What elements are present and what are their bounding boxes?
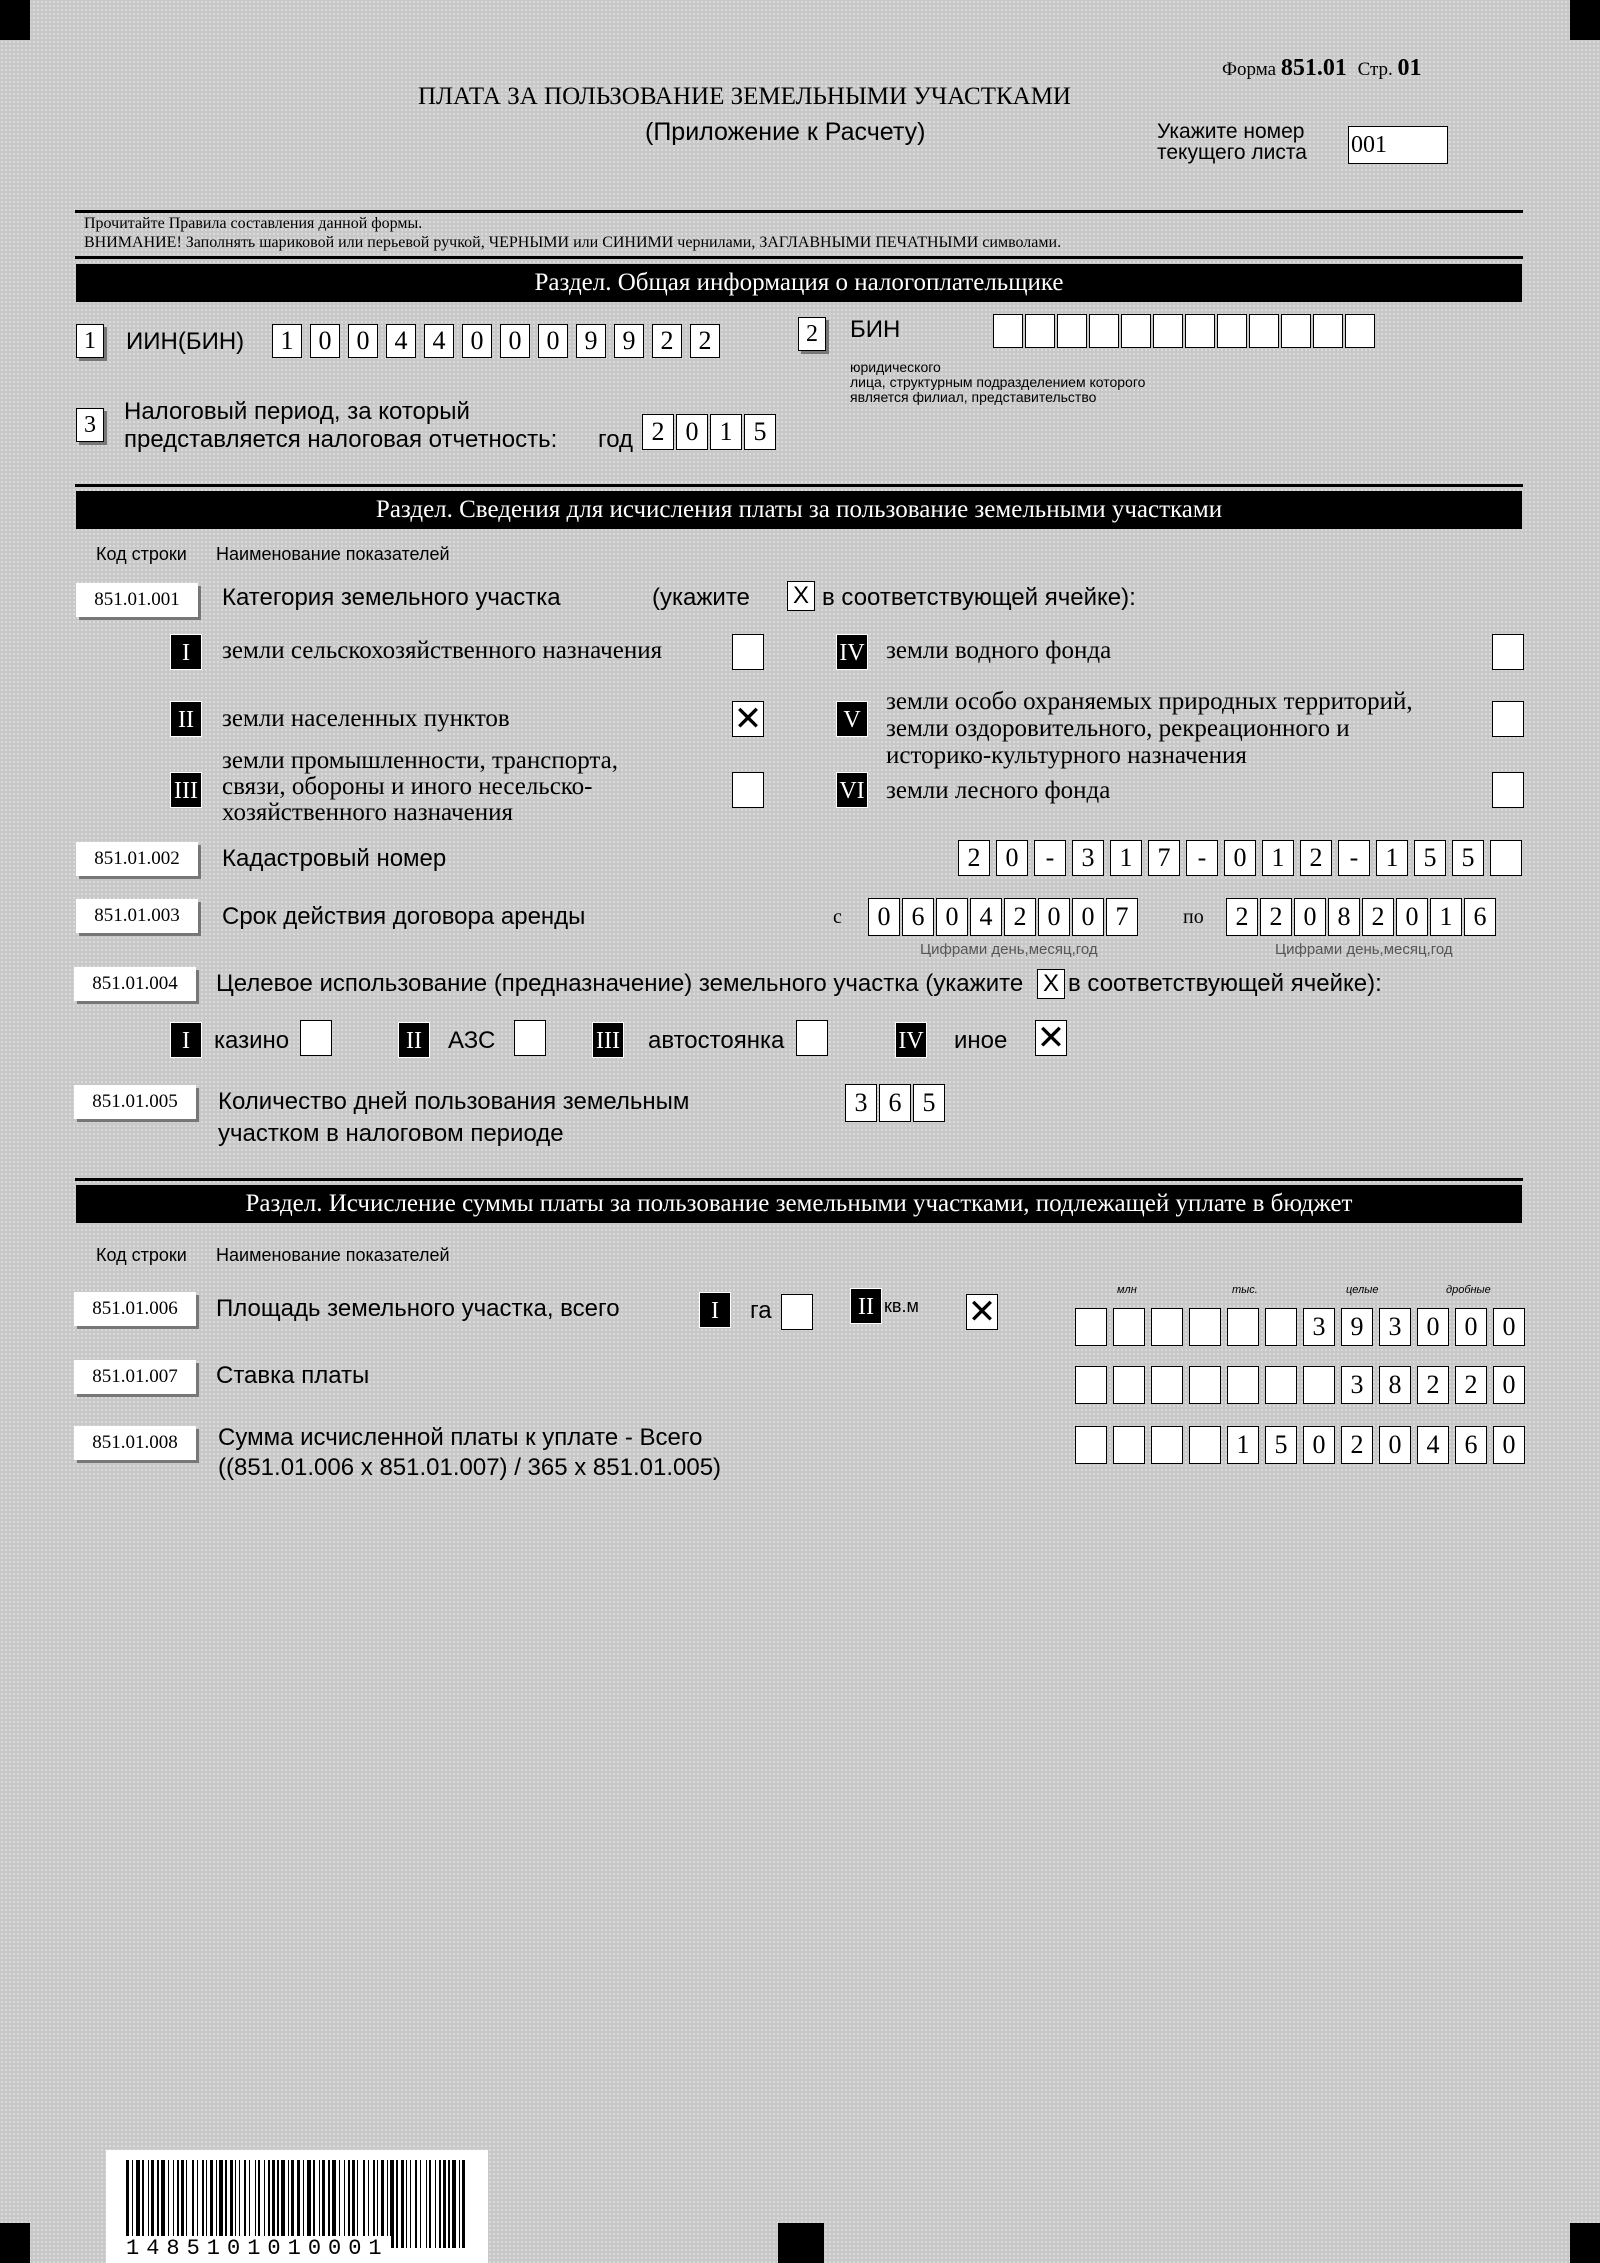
use-badge-i: I — [170, 1022, 202, 1058]
category-label-v: земли особо охраняемых природных территорий, земли оздоровительного, рекреационного и историко-культурного назначения — [886, 688, 1413, 769]
amount-digit[interactable] — [1189, 1308, 1221, 1346]
bin-digit[interactable] — [1025, 314, 1055, 348]
use-label-parking: автостоянка — [648, 1027, 785, 1054]
date-digit[interactable]: 2 — [1362, 898, 1394, 936]
amount-digit[interactable]: 0 — [1379, 1426, 1411, 1464]
cadastral-cell[interactable]: 3 — [1072, 840, 1104, 876]
date-digit[interactable]: 7 — [1106, 898, 1138, 936]
year-digit[interactable]: 1 — [710, 414, 742, 450]
row-code-007: 851.01.007 — [74, 1360, 196, 1394]
category-label-vi: земли лесного фонда — [886, 777, 1111, 804]
lease-start-hint: Цифрами день,месяц,год — [920, 941, 1098, 958]
row-code-006: 851.01.006 — [74, 1292, 196, 1326]
category-badge-ii: II — [170, 701, 202, 737]
scale-label-ths: тыс. — [1232, 1284, 1258, 1296]
row-code-004: 851.01.004 — [74, 967, 196, 1001]
amount-digit[interactable]: 2 — [1455, 1366, 1487, 1404]
lease-end-date[interactable] — [1226, 898, 1498, 936]
land-area-digits[interactable] — [1075, 1308, 1531, 1346]
bin-digit[interactable] — [1249, 314, 1279, 348]
category-badge-iv: IV — [836, 634, 868, 670]
amount-digit[interactable] — [1189, 1366, 1221, 1404]
page-subtitle: (Приложение к Расчету) — [645, 118, 926, 146]
field-number-2: 2 — [798, 317, 826, 351]
amount-digit[interactable]: 2 — [1341, 1426, 1373, 1464]
target-use-label: Целевое использование (предназначение) земельного участка (укажите — [216, 970, 1024, 997]
cadastral-cell[interactable]: 2 — [958, 840, 990, 876]
amount-digit[interactable] — [1189, 1426, 1221, 1464]
amount-digit[interactable] — [1227, 1308, 1259, 1346]
date-digit[interactable]: 0 — [1396, 898, 1428, 936]
unit-badge-i: I — [699, 1292, 731, 1328]
category-label-i: земли сельскохозяйственного назначения — [222, 637, 663, 664]
scale-label-fraction: дробные — [1446, 1284, 1491, 1296]
days-of-use-digits[interactable] — [845, 1084, 947, 1122]
year-label: год — [598, 426, 634, 453]
form-number: Форма 851.01 Стр. 01 — [1222, 55, 1422, 81]
amount-digit[interactable]: 9 — [1341, 1308, 1373, 1346]
date-digit[interactable]: 0 — [1072, 898, 1104, 936]
amount-digit[interactable]: 0 — [1493, 1426, 1525, 1464]
amount-digit[interactable]: 1 — [1227, 1426, 1259, 1464]
target-use-hint-post: в соответствующей ячейке): — [1068, 970, 1382, 997]
bin-digit[interactable] — [993, 314, 1023, 348]
amount-digit[interactable] — [1113, 1426, 1145, 1464]
amount-digit[interactable]: 3 — [1379, 1308, 1411, 1346]
year-digit[interactable]: 2 — [642, 414, 674, 450]
use-checkbox-casino[interactable] — [300, 1020, 332, 1056]
row-code-008: 851.01.008 — [74, 1426, 196, 1460]
date-digit[interactable]: 6 — [1464, 898, 1496, 936]
days-of-use-label: Количество дней пользования земельным участком в налоговом периоде — [218, 1088, 690, 1147]
cadastral-cell[interactable]: 7 — [1148, 840, 1180, 876]
column-code-header: Код строки — [96, 544, 187, 564]
use-checkbox-parking[interactable] — [796, 1020, 828, 1056]
date-digit[interactable]: 2 — [1004, 898, 1036, 936]
land-category-hint-pre: (укажите — [652, 584, 750, 611]
amount-digit[interactable]: 8 — [1379, 1366, 1411, 1404]
amount-digit[interactable]: 0 — [1493, 1308, 1525, 1346]
column-name-header: Наименование показателей — [216, 1245, 450, 1265]
cadastral-cell[interactable]: - — [1034, 840, 1066, 876]
amount-digit[interactable]: 0 — [1417, 1308, 1449, 1346]
corner-mark-bottom-right — [1570, 2223, 1600, 2263]
iin-digit[interactable]: 9 — [576, 324, 606, 358]
unit-label-hectare: га — [750, 1297, 772, 1324]
category-badge-iii: III — [170, 772, 202, 808]
corner-mark-bottom-mid — [778, 2223, 824, 2263]
lease-from-label: с — [833, 906, 842, 928]
unit-badge-ii: II — [850, 1288, 882, 1324]
land-area-label: Площадь земельного участка, всего — [216, 1295, 620, 1322]
lease-end-hint: Цифрами день,месяц,год — [1275, 941, 1453, 958]
rate-label: Ставка платы — [216, 1362, 370, 1389]
category-label-iv: земли водного фонда — [886, 637, 1112, 664]
date-digit[interactable]: 2 — [1226, 898, 1258, 936]
cadastral-cell[interactable]: 2 — [1300, 840, 1332, 876]
iin-digit[interactable]: 0 — [310, 324, 340, 358]
field-number-1: 1 — [76, 324, 104, 358]
land-category-hint-post: в соответствующей ячейке): — [822, 584, 1136, 611]
tax-period-label: Налоговый период, за который представляется налоговая отчетность: — [124, 398, 558, 453]
date-digit[interactable]: 0 — [868, 898, 900, 936]
days-digit[interactable]: 5 — [913, 1084, 945, 1122]
amount-digit[interactable]: 0 — [1493, 1366, 1525, 1404]
date-digit[interactable]: 0 — [936, 898, 968, 936]
use-label-other: иное — [954, 1027, 1008, 1054]
iin-digit[interactable]: 0 — [538, 324, 568, 358]
category-checkbox-vi[interactable] — [1492, 772, 1524, 808]
barcode-number: 1485101010001 — [126, 2236, 389, 2261]
amount-digit[interactable] — [1075, 1426, 1107, 1464]
amount-digit[interactable]: 0 — [1455, 1308, 1487, 1346]
unit-checkbox-sqm[interactable]: ✕ — [967, 1293, 997, 1331]
iin-digit[interactable]: 1 — [272, 324, 302, 358]
cadastral-cell[interactable]: - — [1186, 840, 1218, 876]
cadastral-cell[interactable]: 5 — [1414, 840, 1446, 876]
cadastral-digits[interactable] — [958, 840, 1528, 876]
date-digit[interactable]: 4 — [970, 898, 1002, 936]
cadastral-cell[interactable]: 1 — [1110, 840, 1142, 876]
divider — [75, 484, 1523, 487]
amount-digit[interactable]: 2 — [1417, 1366, 1449, 1404]
category-checkbox-iv[interactable] — [1492, 634, 1524, 670]
use-label-casino: казино — [214, 1027, 290, 1054]
cadastral-cell[interactable]: 5 — [1452, 840, 1484, 876]
days-digit[interactable]: 3 — [845, 1084, 877, 1122]
iin-digit[interactable]: 0 — [348, 324, 378, 358]
corner-mark-top-right — [1570, 0, 1600, 40]
amount-digit[interactable] — [1151, 1366, 1183, 1404]
sheet-number-label: Укажите номер текущего листа — [1157, 120, 1307, 164]
iin-digit[interactable]: 9 — [614, 324, 644, 358]
hint-x-mark: X — [787, 581, 815, 611]
section-header-general: Раздел. Общая информация о налогоплательщике — [76, 264, 1522, 302]
use-badge-iii: III — [592, 1022, 624, 1058]
amount-digit[interactable] — [1113, 1308, 1145, 1346]
cadastral-cell[interactable]: 1 — [1376, 840, 1408, 876]
cadastral-cell[interactable]: 0 — [996, 840, 1028, 876]
column-code-header: Код строки — [96, 1245, 187, 1265]
page-title: ПЛАТА ЗА ПОЛЬЗОВАНИЕ ЗЕМЕЛЬНЫМИ УЧАСТКАМИ — [418, 83, 1071, 110]
category-badge-vi: VI — [836, 772, 868, 808]
divider — [75, 210, 1523, 213]
cadastral-cell[interactable]: 1 — [1262, 840, 1294, 876]
amount-digit[interactable]: 3 — [1303, 1308, 1335, 1346]
sheet-number-field[interactable]: 001 — [1348, 126, 1448, 164]
row-code-002: 851.01.002 — [76, 842, 198, 876]
use-checkbox-gas-station[interactable] — [514, 1020, 546, 1056]
amount-digit[interactable] — [1113, 1366, 1145, 1404]
cadastral-label: Кадастровый номер — [222, 845, 447, 872]
category-label-iii: земли промышленности, транспорта, связи, обороны и иного несельско- хозяйственного назначения — [222, 747, 618, 826]
category-label-ii: земли населенных пунктов — [222, 705, 510, 732]
iin-digit[interactable]: 2 — [690, 324, 720, 358]
category-badge-v: V — [836, 701, 868, 737]
amount-digit[interactable] — [1265, 1366, 1297, 1404]
date-digit[interactable]: 1 — [1430, 898, 1462, 936]
cadastral-cell[interactable]: 0 — [1224, 840, 1256, 876]
iin-label: ИИН(БИН) — [126, 328, 245, 355]
iin-digit[interactable]: 4 — [386, 324, 416, 358]
cadastral-cell[interactable]: - — [1338, 840, 1370, 876]
year-digit[interactable]: 0 — [676, 414, 708, 450]
rate-digits[interactable] — [1075, 1366, 1531, 1404]
iin-digit[interactable]: 4 — [424, 324, 454, 358]
use-label-gas-station: АЗС — [448, 1027, 496, 1054]
unit-label-sqm: кв.м — [884, 1296, 919, 1316]
bin-digit[interactable] — [1121, 314, 1151, 348]
date-digit[interactable]: 2 — [1260, 898, 1292, 936]
field-number-3: 3 — [76, 408, 104, 442]
bin-digit[interactable] — [1313, 314, 1343, 348]
unit-checkbox-hectare[interactable] — [781, 1294, 813, 1330]
divider — [75, 1178, 1523, 1181]
amount-digit[interactable] — [1265, 1308, 1297, 1346]
bin-digit[interactable] — [1217, 314, 1247, 348]
bin-digit[interactable] — [1185, 314, 1215, 348]
corner-mark-top-left — [0, 0, 30, 40]
row-code-005: 851.01.005 — [74, 1085, 196, 1119]
tax-year-digits[interactable] — [642, 414, 778, 450]
amount-digit[interactable] — [1075, 1366, 1107, 1404]
iin-digit[interactable]: 2 — [652, 324, 682, 358]
section-header-calculation: Раздел. Исчисление суммы платы за пользование земельными участками, подлежащей уплате в бюджет — [76, 1185, 1522, 1223]
total-fee-label: Сумма исчисленной платы к уплате - Всего ((851.01.006 х 851.01.007) / 365 х 851.01.005) — [218, 1424, 722, 1481]
bin-label: БИН — [850, 316, 901, 343]
row-code-001: 851.01.001 — [76, 583, 198, 617]
date-digit[interactable]: 0 — [1038, 898, 1070, 936]
amount-digit[interactable]: 4 — [1417, 1426, 1449, 1464]
column-name-header: Наименование показателей — [216, 544, 450, 564]
lease-term-label: Срок действия договора аренды — [222, 903, 586, 930]
barcode — [106, 2150, 488, 2263]
bin-digit[interactable] — [1345, 314, 1375, 348]
divider — [75, 256, 1523, 259]
cadastral-cell[interactable] — [1490, 840, 1522, 876]
instructions-notice: Прочитайте Правила составления данной формы. ВНИМАНИЕ! Заполнять шариковой или перьевой ручкой, ЧЕРНЫМИ или СИНИМИ чернилами, ЗАГЛАВНЫМИ ПЕЧАТНЫМИ символами. — [84, 215, 1062, 251]
scale-label-whole: целые — [1346, 1284, 1379, 1296]
bin-digit[interactable] — [1153, 314, 1183, 348]
bin-digit[interactable] — [1281, 314, 1311, 348]
year-digit[interactable]: 5 — [744, 414, 776, 450]
amount-digit[interactable] — [1227, 1366, 1259, 1404]
iin-digit[interactable]: 0 — [462, 324, 492, 358]
amount-digit[interactable]: 3 — [1341, 1366, 1373, 1404]
bin-digits[interactable] — [993, 314, 1377, 348]
category-checkbox-i[interactable] — [732, 634, 764, 670]
days-digit[interactable]: 6 — [879, 1084, 911, 1122]
bin-description: юридического лица, структурным подразделением которого является филиал, представительство — [850, 359, 1146, 405]
amount-digit[interactable] — [1151, 1426, 1183, 1464]
use-badge-iv: IV — [895, 1022, 927, 1058]
amount-digit[interactable]: 5 — [1265, 1426, 1297, 1464]
date-digit[interactable]: 8 — [1328, 898, 1360, 936]
use-badge-ii: II — [398, 1022, 430, 1058]
amount-digit[interactable] — [1303, 1366, 1335, 1404]
iin-digit[interactable]: 0 — [500, 324, 530, 358]
lease-start-date[interactable] — [868, 898, 1140, 936]
amount-digit[interactable] — [1151, 1308, 1183, 1346]
amount-digit[interactable] — [1075, 1308, 1107, 1346]
category-badge-i: I — [170, 634, 202, 670]
scale-label-mln: млн — [1117, 1284, 1137, 1296]
category-checkbox-iii[interactable] — [732, 772, 764, 808]
land-category-label: Категория земельного участка — [222, 584, 561, 611]
date-digit[interactable]: 0 — [1294, 898, 1326, 936]
category-checkbox-ii[interactable]: ✕ — [733, 700, 763, 738]
category-checkbox-v[interactable] — [1492, 701, 1524, 737]
hint-x-mark: X — [1037, 969, 1065, 999]
corner-mark-bottom-left — [0, 2223, 30, 2263]
bin-digit[interactable] — [1089, 314, 1119, 348]
date-digit[interactable]: 6 — [902, 898, 934, 936]
iin-digits[interactable] — [272, 324, 728, 358]
total-fee-digits[interactable] — [1075, 1426, 1531, 1464]
row-code-003: 851.01.003 — [76, 899, 198, 933]
bin-digit[interactable] — [1057, 314, 1087, 348]
use-checkbox-other[interactable]: ✕ — [1036, 1019, 1066, 1057]
lease-to-label: по — [1183, 906, 1204, 928]
amount-digit[interactable]: 0 — [1303, 1426, 1335, 1464]
amount-digit[interactable]: 6 — [1455, 1426, 1487, 1464]
section-header-calc-info: Раздел. Сведения для исчисления платы за пользование земельными участками — [76, 491, 1522, 529]
